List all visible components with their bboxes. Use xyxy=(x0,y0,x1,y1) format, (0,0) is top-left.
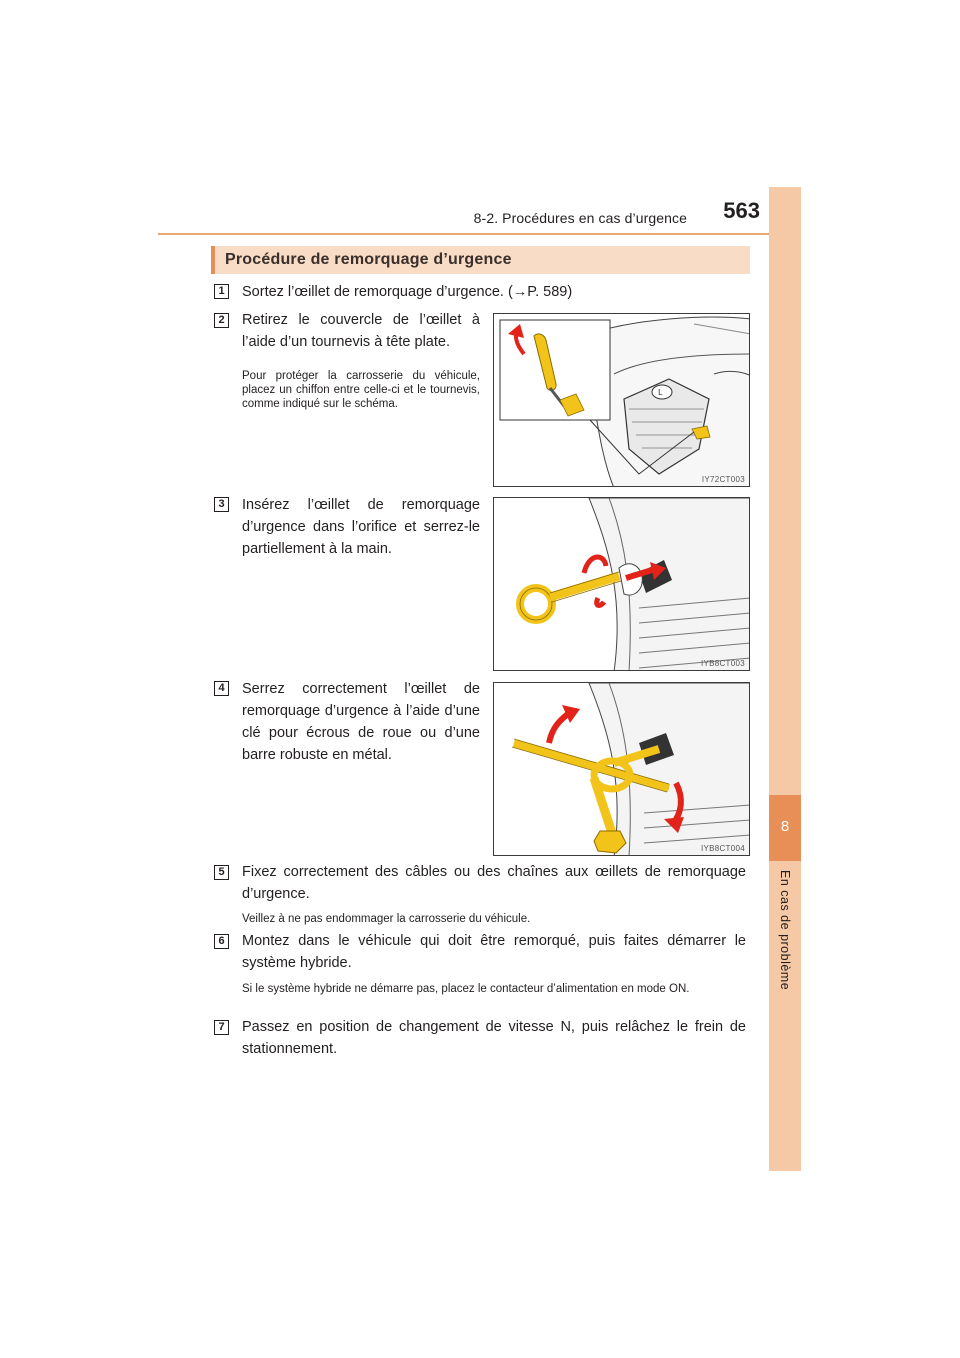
chapter-label: En cas de problème xyxy=(778,870,792,991)
chapter-side-tab xyxy=(769,187,801,1171)
step-number: 7 xyxy=(214,1020,229,1035)
step-note: Veillez à ne pas endommager la carrosserie du véhicule. xyxy=(242,913,531,925)
step-text: Retirez le couvercle de l’œillet à l’aide d’un tournevis à tête plate. xyxy=(242,312,480,350)
step-note: Pour protéger la carrosserie du véhicule, placez un chiffon entre celle-ci et le tournevis, comme indiqué sur le schéma. xyxy=(242,370,480,410)
chapter-number: 8 xyxy=(780,818,790,835)
step-text: Serrez correctement l’œillet de remorquage d’urgence à l’aide d’une clé pour écrous de roue ou d’une barre robuste en métal. xyxy=(242,681,480,763)
figure-code: IYB8CT003 xyxy=(700,659,745,668)
step-number: 5 xyxy=(214,865,229,880)
step-text: Montez dans le véhicule qui doit être remorqué, puis faites démarrer le système hybride. xyxy=(242,933,746,971)
figure-tighten-eyelet xyxy=(493,682,750,856)
step-number: 3 xyxy=(214,497,229,512)
page-number: 563 xyxy=(723,198,760,223)
step-text: Sortez l’œillet de remorquage d’urgence. (→P. 589) xyxy=(242,284,573,300)
svg-text:L: L xyxy=(658,388,663,397)
figure-code: IY72CT003 xyxy=(701,475,745,484)
step-text: Fixez correctement des câbles ou des chaînes aux œillets de remorquage d’urgence. xyxy=(242,864,746,902)
step-text: Passez en position de changement de vitesse N, puis relâchez le frein de stationnement. xyxy=(242,1019,746,1057)
figure-code: IYB8CT004 xyxy=(700,844,745,853)
step-text: Insérez l’œillet de remorquage d’urgence dans l’orifice et serrez-le partiellement à la main. xyxy=(242,497,480,557)
step-number: 2 xyxy=(214,313,229,328)
step-number: 1 xyxy=(214,284,229,299)
header-rule xyxy=(158,233,800,235)
running-header-section: 8-2. Procédures en cas d’urgence xyxy=(473,210,687,226)
section-title: Procédure de remorquage d’urgence xyxy=(211,246,750,274)
step-note: Si le système hybride ne démarre pas, placez le contacteur d’alimentation en mode ON. xyxy=(242,983,690,995)
step-number: 4 xyxy=(214,681,229,696)
step-number: 6 xyxy=(214,934,229,949)
figure-insert-eyelet xyxy=(493,497,750,671)
figure-screwdriver-cover xyxy=(493,313,750,487)
